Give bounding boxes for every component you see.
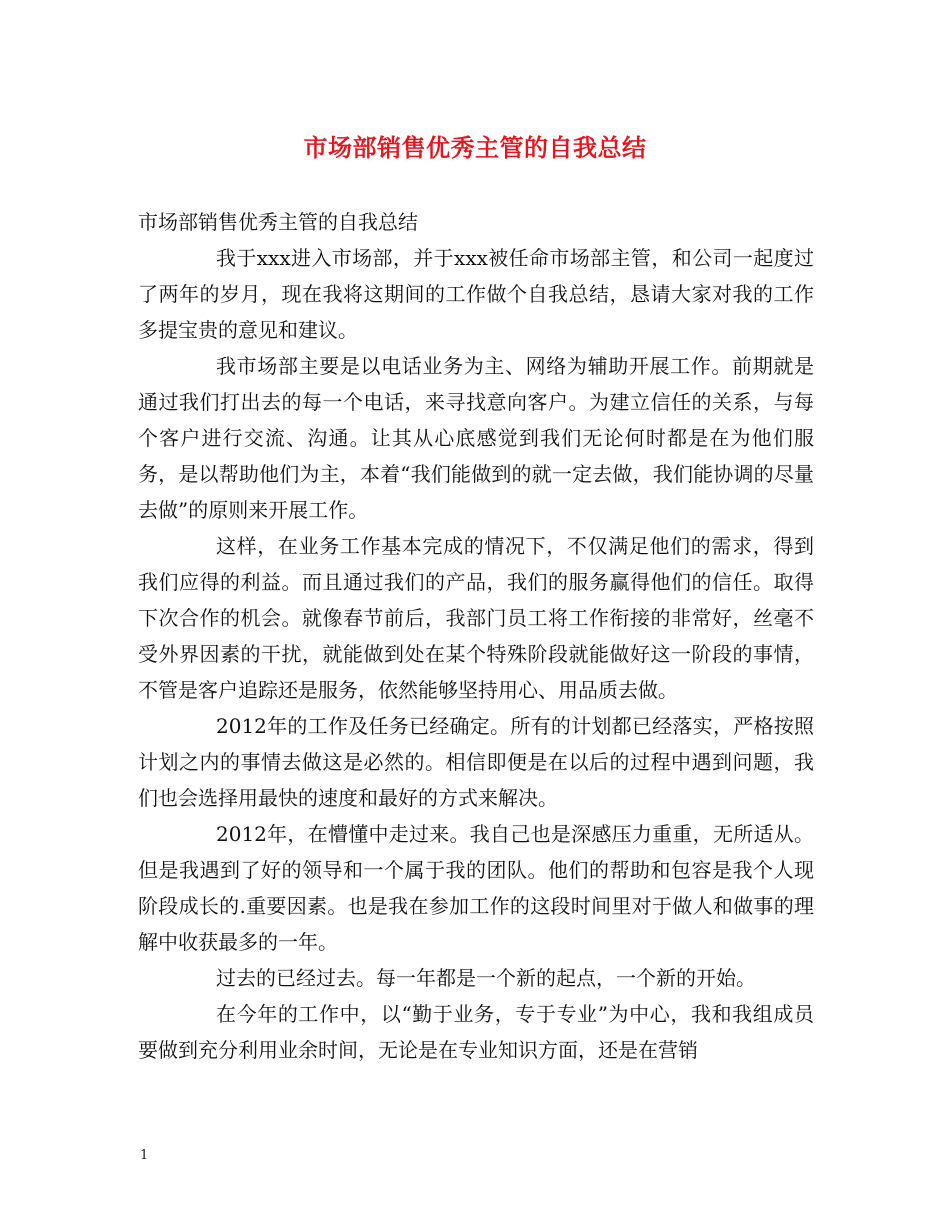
document-title: 市场部销售优秀主管的自我总结 bbox=[303, 133, 647, 162]
page-number: 1 bbox=[140, 1148, 149, 1163]
paragraph: 我市场部主要是以电话业务为主、网络为辅助开展工作。前期就是通过我们打出去的每一个电话，来寻找意向客户。为建立信任的关系，与每个客户进行交流、沟通。让其从心底感觉到我们无论何时都是在为他们服务，是以帮助他们为主，本着“我们能做到的就一定去做，我们能协调的尽量去做”的原则来开展工作。 bbox=[138, 354, 814, 522]
paragraph: 这样，在业务工作基本完成的情况下，不仅满足他们的需求，得到我们应得的利益。而且通过我们的产品，我们的服务赢得他们的信任。取得下次合作的机会。就像春节前后，我部门员工将工作衔接的非常好，丝毫不受外界因素的干扰，就能做到处在某个特殊阶段就能做好这一阶段的事情，不管是客户追踪还是服务，依然能够坚持用心、用品质去做。 bbox=[138, 534, 814, 702]
paragraph: 2012年，在懵懂中走过来。我自己也是深感压力重重，无所适从。但是我遇到了好的领导和一个属于我的团队。他们的帮助和包容是我个人现阶段成长的.重要因素。也是我在参加工作的这段时间里对于做人和做事的理解中收获最多的一年。 bbox=[138, 822, 814, 954]
paragraph: 在今年的工作中，以“勤于业务，专于专业”为中心，我和我组成员要做到充分利用业余时间，无论是在专业知识方面，还是在营销 bbox=[138, 1002, 814, 1062]
document-subtitle: 市场部销售优秀主管的自我总结 bbox=[138, 210, 418, 234]
paragraph: 我于xxx进入市场部，并于xxx被任命市场部主管，和公司一起度过了两年的岁月，现在我将这期间的工作做个自我总结，恳请大家对我的工作多提宝贵的意见和建议。 bbox=[138, 246, 814, 342]
document-body bbox=[138, 204, 814, 1068]
paragraph: 2012年的工作及任务已经确定。所有的计划都已经落实，严格按照计划之内的事情去做这是必然的。相信即便是在以后的过程中遇到问题，我们也会选择用最快的速度和最好的方式来解决。 bbox=[138, 714, 814, 810]
paragraph: 过去的已经过去。每一年都是一个新的起点，一个新的开始。 bbox=[216, 966, 756, 990]
